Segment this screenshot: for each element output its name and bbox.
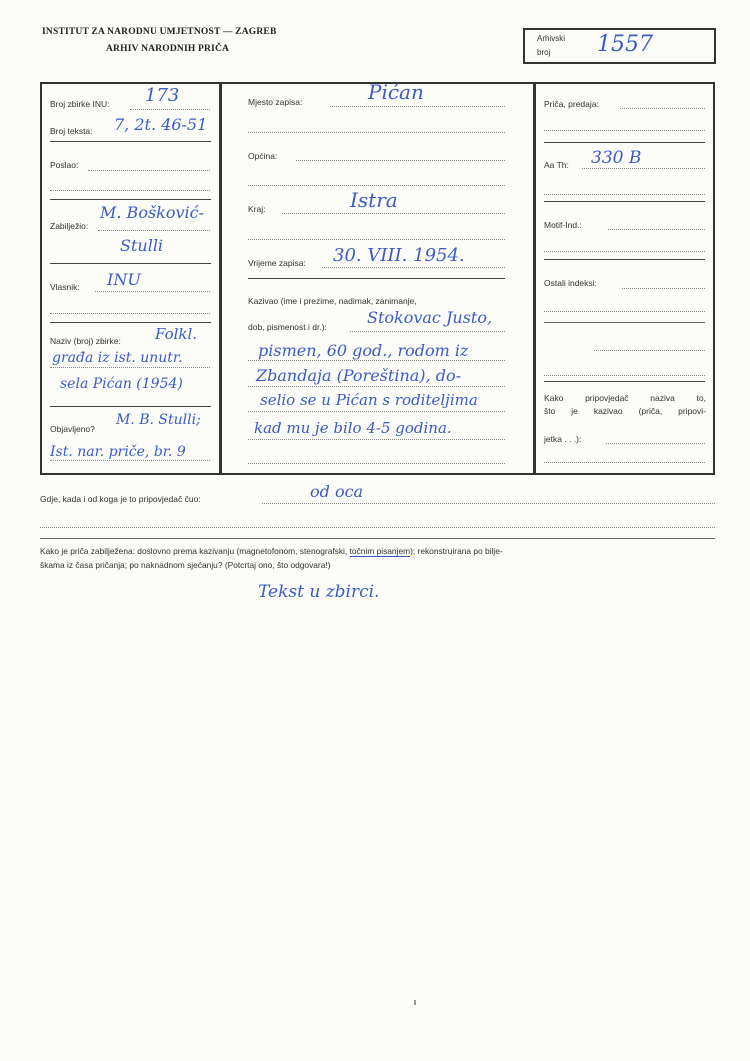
mjesto-value: Pićan	[368, 80, 424, 104]
kako-je-answer: Tekst u zbirci.	[258, 582, 380, 602]
opcina-label: Općina:	[248, 151, 278, 161]
right-rule-1	[544, 142, 705, 143]
vlasnik-dots-2	[50, 313, 210, 314]
zbirka-dots	[130, 109, 210, 110]
archive-number-value: 1557	[597, 32, 653, 57]
gdje-value: od oca	[310, 482, 364, 501]
kazivao-line-5: kad mu je bilo 4-5 godina.	[254, 419, 452, 437]
kako-je-line-1a: Kako je priča zabilježena: doslovno prema kazivanju (magnetofonom, stenografski,	[40, 546, 348, 556]
aath-dots	[582, 168, 705, 169]
prica-dots-2	[544, 130, 705, 131]
kazivao-label-2: dob, pismenost i dr.):	[248, 322, 327, 332]
kako-label-3: jetka . . .):	[544, 434, 582, 444]
vlasnik-value: INU	[107, 270, 141, 289]
prica-label: Priča, predaja:	[544, 99, 599, 109]
archive-name: ARHIV NARODNIH PRIČA	[106, 44, 230, 54]
zabiljezio-value-1: M. Bošković-	[100, 203, 205, 222]
institute-name: INSTITUT ZA NARODNU UMJETNOST — ZAGREB	[42, 27, 277, 37]
motif-dots	[608, 229, 705, 230]
kako-je-line-1c: ); rekonstruirana po bilje-	[410, 546, 503, 556]
aath-label: Aa Th:	[544, 160, 569, 170]
section-divider	[40, 538, 715, 539]
opcina-dots-2	[248, 185, 505, 186]
gdje-dots-2	[40, 527, 715, 528]
objavljeno-label: Objavljeno?	[50, 424, 95, 434]
ostali-dots-2	[544, 311, 705, 312]
naziv-value-2: građa iz ist. unutr.	[52, 350, 183, 366]
right-rule-4	[544, 381, 705, 382]
mjesto-dots-2	[248, 132, 505, 133]
prica-dots	[620, 108, 705, 109]
ostali-dots	[622, 288, 705, 289]
teksta-label: Broj teksta:	[50, 126, 93, 136]
gdje-dots	[262, 503, 715, 504]
left-rule-4	[50, 322, 211, 323]
zbirka-value: 173	[145, 85, 180, 106]
kako-je-underlined-option: točnim pisanjem	[349, 546, 411, 556]
left-rule-2	[50, 199, 211, 200]
objavljeno-dots	[50, 460, 210, 461]
motif-label: Motif-Ind.:	[544, 220, 582, 230]
kazivao-dots-3	[248, 386, 505, 387]
kazivao-line-1: Stokovac Justo,	[367, 308, 493, 327]
kako-label-2: što je kazivao (priča, pripovi-	[544, 406, 706, 416]
motif-dots-2	[544, 251, 705, 252]
zabiljezio-label: Zabilježio:	[50, 221, 89, 231]
vrijeme-dots	[322, 267, 505, 268]
gdje-label: Gdje, kada i od koga je to pripovjedač čuo:	[40, 494, 201, 504]
poslao-label: Poslao:	[50, 160, 79, 170]
kraj-value: Istra	[350, 188, 398, 212]
naziv-value-3: sela Pićan (1954)	[60, 376, 183, 392]
archive-number-label-top: Arhivski	[537, 34, 566, 43]
kako-label-1: Kako pripovjedač naziva to,	[544, 393, 706, 403]
naziv-label: Naziv (broj) zbirke:	[50, 336, 121, 346]
naziv-value-1: Folkl.	[155, 325, 198, 343]
kazivao-label-1: Kazivao (ime i prezime, nadimak, zanimanje,	[248, 296, 417, 306]
right-rule-2	[544, 201, 705, 202]
paper-mark	[414, 1000, 416, 1005]
kraj-dots-2	[248, 239, 505, 240]
kako-dots	[606, 443, 705, 444]
left-rule-1	[50, 141, 211, 142]
objavljeno-value-2: Ist. nar. priče, br. 9	[50, 444, 186, 460]
zbirka-label: Broj zbirke INU:	[50, 99, 110, 109]
kazivao-dots-6	[248, 463, 505, 464]
kazivao-line-2: pismen, 60 god., rodom iz	[258, 341, 469, 360]
vlasnik-dots	[95, 291, 210, 292]
archive-number-label-bottom: broj	[537, 48, 551, 57]
aath-value: 330 B	[591, 148, 642, 168]
right-rule-3	[544, 259, 705, 260]
kraj-dots	[282, 213, 505, 214]
objavljeno-value-1: M. B. Stulli;	[116, 412, 201, 428]
kraj-label: Kraj:	[248, 204, 266, 214]
kazivao-dots-5	[248, 439, 505, 440]
ostali-dots-4	[544, 375, 705, 376]
kazivao-dots-4	[248, 411, 505, 412]
ostali-dots-3	[594, 350, 705, 351]
vlasnik-label: Vlasnik:	[50, 282, 80, 292]
kazivao-line-3: Zbandaja (Poreština), do-	[256, 366, 461, 385]
kazivao-line-4: selio se u Pićan s roditeljima	[260, 391, 478, 409]
left-rule-5	[50, 406, 211, 407]
poslao-dots-2	[50, 190, 210, 191]
vrijeme-value: 30. VIII. 1954.	[333, 245, 465, 266]
aath-dots-2	[544, 194, 705, 195]
zabiljezio-dots	[98, 230, 210, 231]
left-rule-3	[50, 263, 211, 264]
vrijeme-label: Vrijeme zapisa:	[248, 258, 306, 268]
kako-je-line-2: škama iz časa pričanja; po naknadnom sjećanju? (Potcrtaj ono, što odgovara!)	[40, 560, 331, 570]
naziv-dots	[50, 367, 210, 368]
ostali-label: Ostali indeksi:	[544, 278, 597, 288]
mjesto-label: Mjesto zapisa:	[248, 97, 303, 107]
kako-dots-2	[544, 462, 705, 463]
zabiljezio-value-2: Stulli	[120, 236, 164, 255]
poslao-dots	[88, 170, 210, 171]
teksta-value: 7, 2t. 46-51	[114, 115, 208, 134]
middle-rule-1	[248, 278, 505, 279]
mjesto-dots	[330, 106, 505, 107]
kako-je-line-1	[40, 546, 503, 556]
kazivao-dots-1	[350, 331, 505, 332]
kazivao-dots-2	[248, 360, 505, 361]
opcina-dots	[296, 160, 505, 161]
archive-number-box	[523, 28, 716, 64]
ostali-line	[544, 322, 705, 323]
